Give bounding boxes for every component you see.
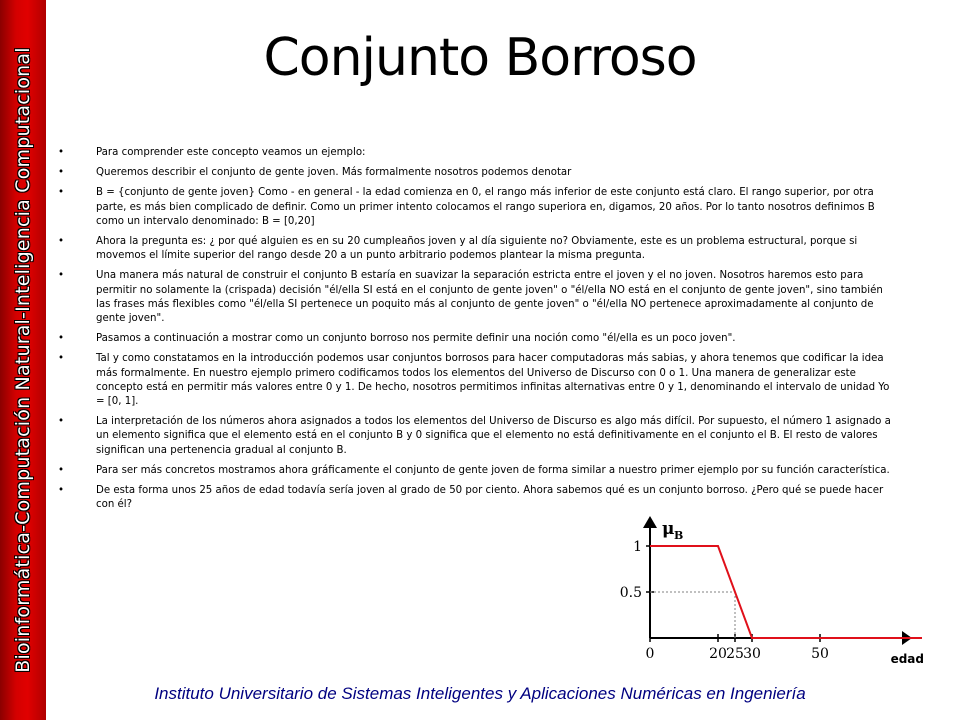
y-axis-arrow-icon (643, 516, 657, 528)
x-tick-label: 25 (726, 646, 744, 662)
bullet-list (58, 146, 898, 518)
membership-chart (612, 508, 932, 673)
bullet-item: • Queremos describir el conjunto de gente joven. Más formalmente nosotros podemos denotar (58, 166, 898, 180)
sidebar-banner (0, 0, 46, 720)
footer-institute: Instituto Universitario de Sistemas Inteligentes y Aplicaciones Numéricas en Ingeniería (154, 684, 806, 703)
bullet-item: • Para comprender este concepto veamos un ejemplo: (58, 146, 898, 160)
y-tick-label: 0.5 (619, 585, 642, 601)
bullet-item: • Una manera más natural de construir el conjunto B estaría en suavizar la separación estricta entre el joven y el no joven. Nosotros haremos esto para permitir no solamente la (crispada) decisión "él/ella SI está en el conjunto de gente joven" o "él/ella NO está en el conjunto de gente joven", sino también las frases más flexibles como "él/ella SI pertenece un poquito más al conjunto de gente joven" o "él/ella NO pertenece aproximadamente al conjunto de gente joven". (58, 269, 898, 326)
x-tick-label: 0 (645, 646, 655, 662)
x-tick-label: 20 (709, 646, 727, 662)
bullet-item: • Ahora la pregunta es: ¿ por qué alguien es en su 20 cumpleaños joven y al día siguiente no? Obviamente, este es un problema estructural, porque si movemos el límite superior del rango desde 20 a un punto arbitrario podemos plantear la misma pregunta. (58, 235, 898, 263)
x-tick-label: 50 (811, 646, 829, 662)
bullet-item: • Para ser más concretos mostramos ahora gráficamente el conjunto de gente joven de forma similar a nuestro primer ejemplo por su función característica. (58, 464, 898, 478)
bullet-item: • Pasamos a continuación a mostrar como un conjunto borroso nos permite definir una noción como "él/ella es un poco joven". (58, 332, 898, 346)
bullet-item: • De esta forma unos 25 años de edad todavía sería joven al grado de 50 por ciento. Ahora sabemos qué es un conjunto borroso. ¿Pero qué se puede hacer con él? (58, 484, 898, 512)
x-axis-label: edad (890, 652, 924, 666)
sidebar-text: Bioinformática-Computación Natural-Inteligencia Computacional (12, 47, 34, 673)
y-axis-label: μ (662, 519, 675, 539)
y-tick-label: 1 (633, 539, 642, 555)
bullet-item: • Tal y como constatamos en la introducción podemos usar conjuntos borrosos para hacer computadoras más sabias, y ahora tenemos que codificar la idea más formalmente. En nuestro ejemplo primero codificamos todos los elementos del Universo de Discurso con 0 o 1. Una manera de generalizar este concepto está en permitir más valores entre 0 y 1. De hecho, nosotros permitimos infinitas alternativas entre 0 y 1, denominando el intervalo de unidad Yo = [0, 1]. (58, 352, 898, 409)
bullet-item: • B = {conjunto de gente joven} Como - en general - la edad comienza en 0, el rango más inferior de este conjunto está claro. El rango superior, por otra parte, es más bien complicado de definir. Como un primer intento colocamos el rango superiora en, digamos, 20 años. Por lo tanto nosotros definimos B como un intervalo denominado: B = [0,20] (58, 186, 898, 229)
page-title: Conjunto Borroso (263, 28, 697, 88)
x-tick-label: 30 (743, 646, 761, 662)
bullet-item: • La interpretación de los números ahora asignados a todos los elementos del Universo de Discurso es algo más difícil. Por supuesto, el número 1 asignado a un elemento significa que el elemento está en el conjunto B y 0 significa que el elemento no está definitivamente en el conjunto el B. El resto de valores significan una pertenencia gradual al conjunto B. (58, 415, 898, 458)
y-axis-label-subscript: B (674, 529, 684, 542)
